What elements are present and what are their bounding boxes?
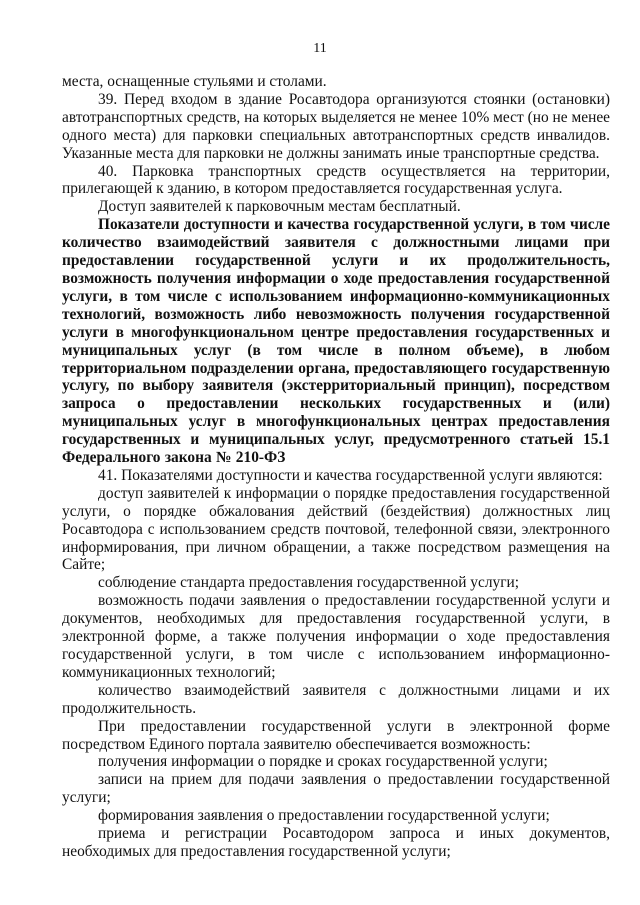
body-paragraph: места, оснащенные стульями и столами. (62, 73, 327, 90)
body-paragraph: формирования заявления о предоставлении государственной услуги; (98, 807, 550, 825)
body-paragraph: получения информации о порядке и сроках государственной услуги; (98, 753, 548, 771)
body-paragraph: 39. Перед входом в здание Росавтодора организуются стоянки (остановки) автотранспортных средств, на которых выделяется не менее 10% мест (но не менее одного места) для парковки специальных автотранспортных средств инвалидов. Указанные места для парковки не должны занимать иные транспортные средства. (62, 90, 610, 162)
body-paragraph: записи на прием для подачи заявления о предоставлении государственной услуги; (62, 771, 610, 807)
page-number: 11 (313, 41, 327, 56)
body-paragraph: 41. Показателями доступности и качества государственной услуги являются: (98, 466, 603, 484)
body-paragraph: 40. Парковка транспортных средств осуществляется на территории, прилегающей к зданию, в котором предоставляется государственная услуга. (62, 162, 610, 198)
body-paragraph: Доступ заявителей к парковочным местам бесплатный. (98, 198, 461, 216)
body-paragraph: доступ заявителей к информации о порядке предоставления государственной услуги, о порядке обжалования действий (бездействия) должностных лиц Росавтодора с использованием средств почтовой, телефонной связи, электронного информирования, при личном обращении, а также посредством размещения на Сайте; (62, 484, 610, 574)
body-paragraph: соблюдение стандарта предоставления государственной услуги; (98, 574, 520, 592)
body-paragraph: При предоставлении государственной услуги в электронной форме посредством Единого портала заявителю обеспечивается возможность: (62, 717, 610, 753)
body-paragraph: возможность подачи заявления о предоставлении государственной услуги и документов, необходимых для предоставления государственной услуги, в электронной форме, а также получения информации о ходе предоставления государственной услуги, в том числе с использованием информационно-коммуникационных технологий; (62, 592, 610, 681)
body-paragraph: приема и регистрации Росавтодором запроса и иных документов, необходимых для предоставления государственной услуги; (62, 825, 610, 860)
body-paragraph: количество взаимодействий заявителя с должностными лицами и их продолжительность. (62, 681, 610, 717)
section-heading: Показатели доступности и качества государственной услуги, в том числе количество взаимодействий заявителя с должностными лицами при предоставлении государственной услуги и их продолжительность, возможность получения информации о ходе предоставления государственной услуги, в том числе с использованием информационно-коммуникационных технологий, возможность либо невозможность получения государственной услуги в многофункциональном центре предоставления государственных и муниципальных услуг (в том числе в полном объеме), в любом территориальном подразделении органа, предоставляющего государственную услугу, по выбору заявителя (экстерриториальный принцип), посредством запроса о предоставлении нескольких государственных и (или) муниципальных услуг в многофункциональных центрах предоставления государственных и муниципальных услуг, предусмотренного статьей 15.1 Федерального закона № 210-ФЗ (62, 216, 610, 467)
document-body (62, 73, 610, 861)
